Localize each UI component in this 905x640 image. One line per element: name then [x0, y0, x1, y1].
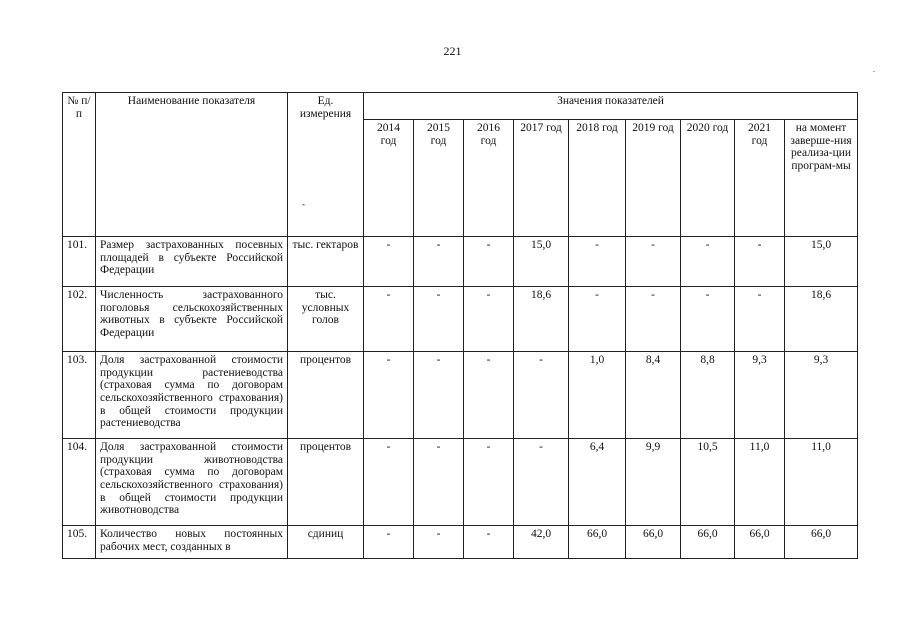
value-2020: 66,0 — [681, 526, 735, 559]
value-2020: - — [681, 287, 735, 352]
unit-cell: процентов — [288, 439, 364, 526]
value-2015: - — [414, 237, 464, 287]
table-row — [63, 287, 858, 352]
indicator-name: Доля застрахованной стоимости продукции растениеводства (страховая сумма по договорам сельскохозяйственного страхования) в общей стоимости продукции растениеводства — [96, 352, 288, 439]
value-2017: 18,6 — [514, 287, 569, 352]
indicator-name: Количество новых постоянных рабочих мест, созданных в — [96, 526, 288, 559]
value-2014: - — [364, 352, 414, 439]
value-2017: - — [514, 352, 569, 439]
value-2016: - — [464, 439, 514, 526]
value-2018: - — [569, 287, 626, 352]
header-values-group: Значения показателей — [364, 93, 858, 120]
value-2018: - — [569, 237, 626, 287]
header-year-2016: 2016 год — [464, 120, 514, 237]
value-2017: 15,0 — [514, 237, 569, 287]
value-2016: - — [464, 526, 514, 559]
value-2014: - — [364, 439, 414, 526]
value-2021: 9,3 — [735, 352, 785, 439]
header-year-2019: 2019 год — [626, 120, 681, 237]
value-2017: 42,0 — [514, 526, 569, 559]
stray-dot-mark: . — [873, 65, 875, 74]
stray-tick-mark: - — [302, 199, 305, 209]
value-2016: - — [464, 237, 514, 287]
table-row — [63, 526, 858, 559]
header-num: № п/п — [63, 93, 96, 237]
value-2015: - — [414, 526, 464, 559]
row-number: 103. — [63, 352, 96, 439]
header-row-group — [63, 93, 858, 120]
row-number: 102. — [63, 287, 96, 352]
indicator-name: Численность застрахованного поголовья сельскохозяйственных животных в субъекте Российской Федерации — [96, 287, 288, 352]
value-2021: 11,0 — [735, 439, 785, 526]
table-row — [63, 439, 858, 526]
indicator-name: Доля застрахованной стоимости продукции животноводства (страховая сумма по договорам сельскохозяйственного страхования) в общей стоимости продукции животноводства — [96, 439, 288, 526]
value-2019: 8,4 — [626, 352, 681, 439]
value-2021: 66,0 — [735, 526, 785, 559]
page-number: 221 — [443, 44, 462, 58]
value-final: 66,0 — [785, 526, 858, 559]
value-2021: - — [735, 287, 785, 352]
header-year-2021: 2021 год — [735, 120, 785, 237]
unit-cell: сдиниц — [288, 526, 364, 559]
row-number: 105. — [63, 526, 96, 559]
value-2018: 1,0 — [569, 352, 626, 439]
value-2020: 8,8 — [681, 352, 735, 439]
row-number: 104. — [63, 439, 96, 526]
value-final: 15,0 — [785, 237, 858, 287]
value-2019: - — [626, 237, 681, 287]
table-row — [63, 237, 858, 287]
value-final: 11,0 — [785, 439, 858, 526]
value-2019: 9,9 — [626, 439, 681, 526]
value-2015: - — [414, 352, 464, 439]
value-2020: - — [681, 237, 735, 287]
header-year-2018: 2018 год — [569, 120, 626, 237]
value-2018: 6,4 — [569, 439, 626, 526]
value-2014: - — [364, 526, 414, 559]
header-unit: Ед. измерения — [288, 93, 364, 237]
indicators-table — [62, 92, 858, 559]
value-2017: - — [514, 439, 569, 526]
value-2016: - — [464, 287, 514, 352]
value-2021: - — [735, 237, 785, 287]
value-2018: 66,0 — [569, 526, 626, 559]
value-2016: - — [464, 352, 514, 439]
value-2014: - — [364, 287, 414, 352]
header-name: Наименование показателя — [96, 93, 288, 237]
row-number: 101. — [63, 237, 96, 287]
value-2015: - — [414, 287, 464, 352]
value-final: 9,3 — [785, 352, 858, 439]
header-year-2014: 2014 год — [364, 120, 414, 237]
unit-cell: тыс. гектаров — [288, 237, 364, 287]
value-2014: - — [364, 237, 414, 287]
header-year-2017: 2017 год — [514, 120, 569, 237]
unit-cell: тыс. условных голов — [288, 287, 364, 352]
header-year-2015: 2015 год — [414, 120, 464, 237]
value-2020: 10,5 — [681, 439, 735, 526]
indicator-name: Размер застрахованных посевных площадей в субъекте Российской Федерации — [96, 237, 288, 287]
unit-cell: процентов — [288, 352, 364, 439]
value-2019: - — [626, 287, 681, 352]
table-row — [63, 352, 858, 439]
header-year-2020: 2020 год — [681, 120, 735, 237]
value-final: 18,6 — [785, 287, 858, 352]
value-2019: 66,0 — [626, 526, 681, 559]
value-2015: - — [414, 439, 464, 526]
header-final: на момент заверше-ния реализа-ции програм-мы — [785, 120, 858, 237]
